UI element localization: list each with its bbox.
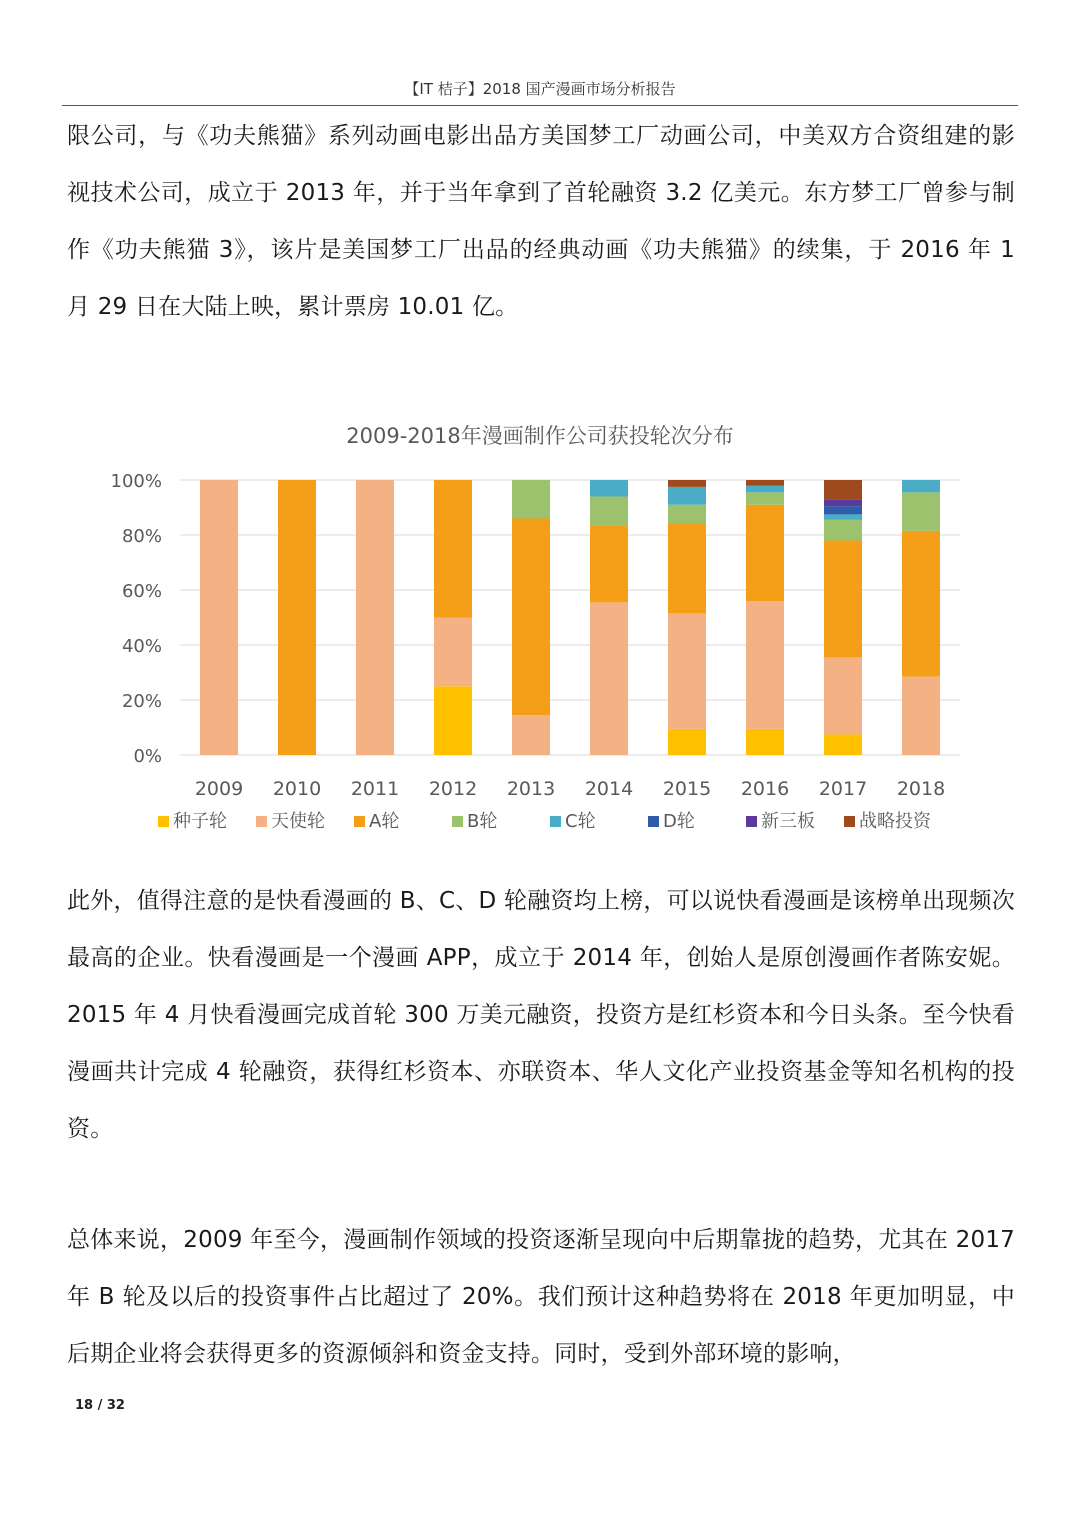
y-tick-label: 80% xyxy=(121,526,162,547)
legend-label: D轮 xyxy=(663,811,695,832)
y-tick-label: 40% xyxy=(121,636,162,657)
y-tick-label: 20% xyxy=(121,691,162,712)
legend-swatch xyxy=(844,816,855,827)
bar-segment xyxy=(434,686,472,755)
funding-round-chart xyxy=(90,410,990,850)
legend-label: C轮 xyxy=(565,811,596,832)
bar-segment xyxy=(746,601,784,729)
bar-segment xyxy=(356,480,394,755)
bar-segment xyxy=(590,525,628,602)
bar-segment xyxy=(590,497,628,526)
bar-segment xyxy=(668,487,706,505)
bar-segment xyxy=(434,480,472,618)
header-divider xyxy=(62,105,1018,106)
chart-svg xyxy=(90,410,990,850)
x-tick-label: 2015 xyxy=(662,778,712,800)
legend-swatch xyxy=(550,816,561,827)
bar-segment xyxy=(824,657,862,734)
bar-segment xyxy=(278,480,316,755)
legend-swatch xyxy=(158,816,169,827)
bar-segment xyxy=(668,613,706,729)
bar-segment xyxy=(824,734,862,755)
legend-label: A轮 xyxy=(369,811,400,832)
legend-label: 战略投资 xyxy=(859,811,931,832)
legend-swatch xyxy=(354,816,365,827)
bar-segment xyxy=(512,519,550,716)
body-paragraph-1: 限公司，与《功夫熊猫》系列动画电影出品方美国梦工厂动画公司，中美双方合资组建的影视技术公司，成立于 2013 年，并于当年拿到了首轮融资 3.2 亿美元。东方梦工厂曾参与制作《功夫熊猫 3》，该片是美国梦工厂出品的经典动画《功夫熊猫》的续集，于 2016 年 1 月 29 日在大陆上映，累计票房 10.01 亿。 xyxy=(67,123,1015,320)
bar-segment xyxy=(668,505,706,524)
y-tick-label: 60% xyxy=(121,581,162,602)
x-tick-label: 2011 xyxy=(350,778,400,800)
bar-segment xyxy=(746,480,784,486)
bar-segment xyxy=(668,729,706,755)
bar-segment xyxy=(746,492,784,504)
legend-label: 天使轮 xyxy=(271,811,325,832)
x-tick-label: 2009 xyxy=(194,778,244,800)
x-tick-label: 2014 xyxy=(584,778,634,800)
legend-swatch xyxy=(746,816,757,827)
bar-segment xyxy=(200,480,238,755)
bar-segment xyxy=(512,715,550,755)
legend-label: B轮 xyxy=(467,811,498,832)
bar-segment xyxy=(902,480,940,492)
page-header: 【IT 桔子】2018 国产漫画市场分析报告 xyxy=(404,80,676,98)
page-number: 18 / 32 xyxy=(75,1398,125,1413)
legend-swatch xyxy=(648,816,659,827)
body-paragraph-3: 总体来说，2009 年至今，漫画制作领域的投资逐渐呈现向中后期靠拢的趋势，尤其在 2017 年 B 轮及以后的投资事件占比超过了 20%。我们预计这种趋势将在 2018 年更加明显，中后期企业将会获得更多的资源倾斜和资金支持。同时，受到外部环境的影响， xyxy=(67,1227,1015,1367)
y-tick-label: 0% xyxy=(133,746,162,767)
legend-label: 新三板 xyxy=(761,811,815,832)
bar-segment xyxy=(824,514,862,520)
body-paragraph-2: 此外，值得注意的是快看漫画的 B、C、D 轮融资均上榜，可以说快看漫画是该榜单出现频次最高的企业。快看漫画是一个漫画 APP，成立于 2014 年，创始人是原创漫画作者陈安妮。2015 年 4 月快看漫画完成首轮 300 万美元融资，投资方是红杉资本和今日头条。至今快看漫画共计完成 4 轮融资，获得红杉资本、亦联资本、华人文化产业投资基金等知名机构的投资。 xyxy=(67,888,1015,1142)
legend-label: 种子轮 xyxy=(173,811,227,832)
x-tick-label: 2017 xyxy=(818,778,868,800)
bar-segment xyxy=(902,677,940,755)
bar-segment xyxy=(824,541,862,658)
bar-segment xyxy=(824,506,862,514)
bar-segment xyxy=(512,480,550,519)
chart-title: 2009-2018年漫画制作公司获投轮次分布 xyxy=(346,424,734,448)
bar-segment xyxy=(668,524,706,613)
bar-segment xyxy=(902,531,940,677)
x-tick-label: 2013 xyxy=(506,778,556,800)
bar-segment xyxy=(746,505,784,601)
bar-segment xyxy=(590,602,628,755)
bar-segment xyxy=(746,729,784,755)
bar-segment xyxy=(824,480,862,499)
bar-segment xyxy=(824,499,862,506)
y-tick-label: 100% xyxy=(110,471,162,492)
x-tick-label: 2016 xyxy=(740,778,790,800)
legend-swatch xyxy=(256,816,267,827)
bar-segment xyxy=(668,480,706,487)
x-tick-label: 2010 xyxy=(272,778,322,800)
bar-segment xyxy=(590,480,628,497)
legend-swatch xyxy=(452,816,463,827)
bar-segment xyxy=(434,618,472,687)
bar-segment xyxy=(824,520,862,541)
bar-segment xyxy=(902,492,940,531)
bar-segment xyxy=(746,486,784,493)
x-tick-label: 2018 xyxy=(896,778,946,800)
x-tick-label: 2012 xyxy=(428,778,478,800)
